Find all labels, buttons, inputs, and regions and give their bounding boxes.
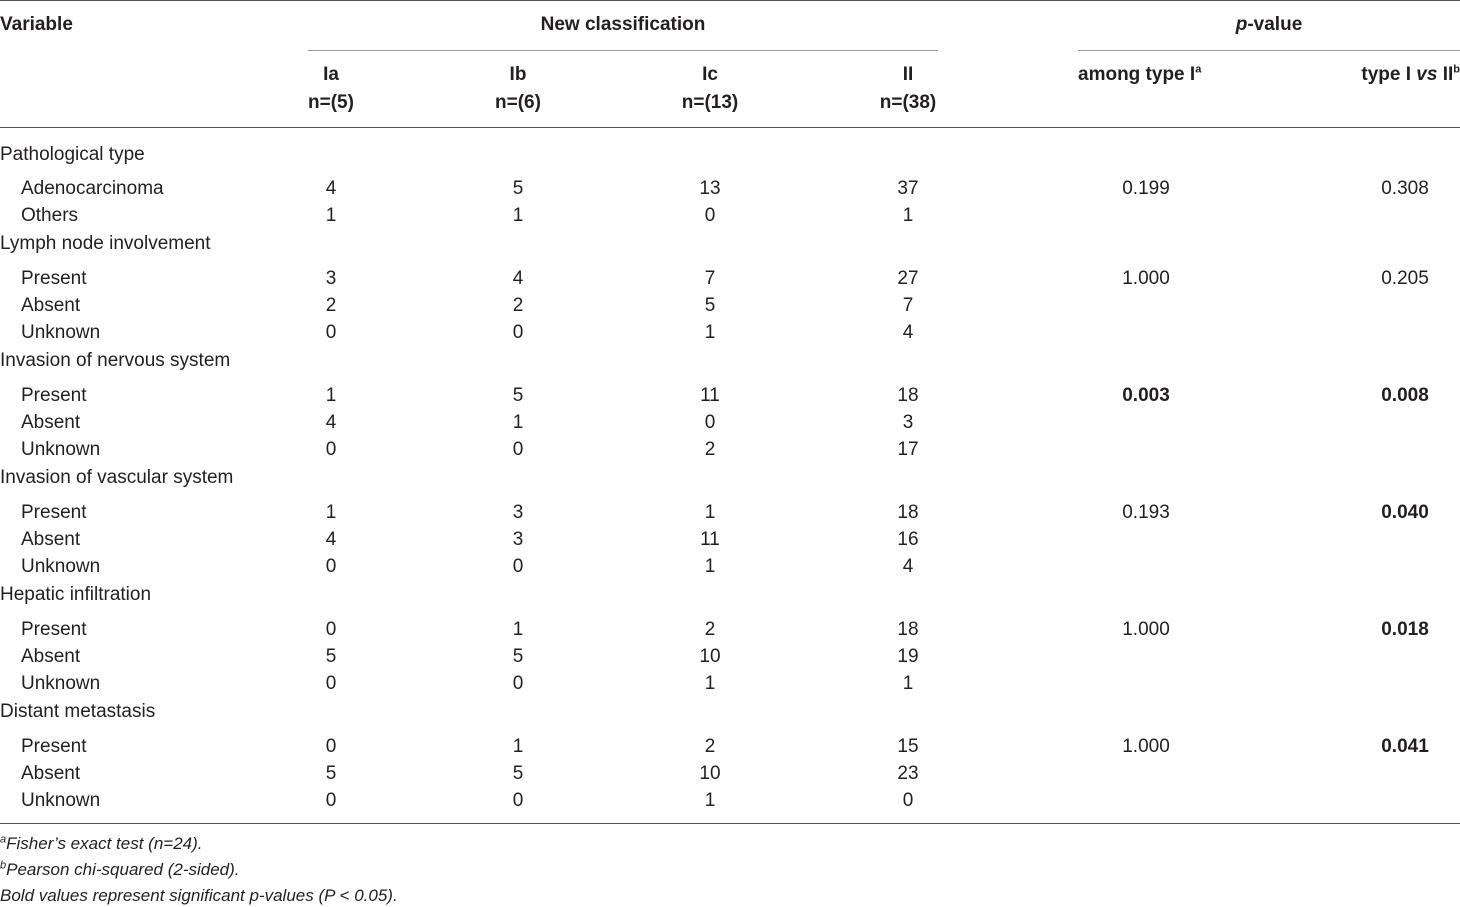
cell-count: 7 (704, 268, 716, 289)
cell-count: 0 (512, 556, 524, 577)
cell-count: 15 (897, 736, 919, 757)
group-header-n: n=(6) (495, 92, 541, 113)
cell-p-among-type-i: 0.003 (1122, 385, 1170, 406)
cell-count: 3 (512, 529, 524, 550)
header-type-i-vs-ii: type I vs $II^b$ (1361, 63, 1460, 85)
footnote (0, 834, 203, 854)
group-header-label: Ib (509, 64, 527, 85)
cell-count: 5 (325, 763, 337, 784)
row-label: Present (21, 619, 87, 640)
header-variable: Variable (0, 14, 73, 35)
cell-count: 11 (700, 529, 720, 550)
footnote-text: Pearson chi-squared (2-sided). (6, 860, 240, 879)
row-label: Present (21, 385, 87, 406)
pvalue-span-rule (1078, 50, 1460, 51)
cell-count: 3 (902, 412, 914, 433)
cell-count: 1 (512, 619, 524, 640)
group-header-n: n=(38) (879, 92, 937, 113)
cell-count: 4 (325, 178, 337, 199)
footnote-text: Bold values represent significant p-values (P < 0.05). (0, 886, 398, 905)
cell-count: 0 (325, 619, 337, 640)
cell-count: 0 (325, 439, 337, 460)
cell-count: 1 (704, 673, 716, 694)
cell-p-type-i-vs-ii: 0.008 (1381, 385, 1429, 406)
group-header-n: n=(13) (681, 92, 739, 113)
cell-count: 0 (325, 673, 337, 694)
cell-count: 10 (699, 646, 721, 667)
cell-p-among-type-i: 0.199 (1122, 178, 1170, 199)
cell-count: 1 (704, 322, 716, 343)
cell-count: 0 (325, 790, 337, 811)
row-label: Adenocarcinoma (21, 178, 164, 199)
cell-count: 5 (512, 646, 524, 667)
classification-span-rule (308, 50, 938, 51)
row-label: Absent (21, 763, 81, 784)
cell-count: 18 (897, 385, 919, 406)
cell-count: 27 (897, 268, 919, 289)
cell-count: 2 (325, 295, 337, 316)
cell-count: 4 (325, 412, 337, 433)
cell-count: 4 (902, 322, 914, 343)
cell-count: 4 (902, 556, 914, 577)
cell-count: 4 (325, 529, 337, 550)
cell-count: 1 (704, 556, 716, 577)
cell-p-among-type-i: 0.193 (1122, 502, 1170, 523)
table-top-rule (0, 0, 1460, 1)
cell-count: 0 (902, 790, 914, 811)
row-label: Unknown (21, 673, 101, 694)
cell-count: 18 (897, 619, 919, 640)
row-label: Present (21, 268, 87, 289)
cell-count: 0 (325, 322, 337, 343)
cell-count: 0 (325, 736, 337, 757)
section-title: Invasion of vascular system (0, 467, 234, 488)
header-new-classification: New classification (540, 14, 706, 35)
section-title: Pathological type (0, 144, 145, 165)
cell-count: 37 (897, 178, 919, 199)
header-bottom-rule (0, 127, 1460, 128)
cell-count: 4 (512, 268, 524, 289)
cell-count: 0 (512, 790, 524, 811)
group-header-label: Ic (702, 64, 718, 85)
cell-count: 0 (512, 439, 524, 460)
cell-count: 0 (704, 412, 716, 433)
cell-p-among-type-i: 1.000 (1122, 619, 1170, 640)
cell-p-type-i-vs-ii: 0.308 (1381, 178, 1429, 199)
cell-count: 5 (325, 646, 337, 667)
header-among-type-i: among type $I^a$ (1078, 63, 1202, 85)
group-header-label: II (902, 64, 914, 85)
row-label: Absent (21, 295, 81, 316)
cell-p-among-type-i: 1.000 (1122, 268, 1170, 289)
cell-p-type-i-vs-ii: 0.041 (1381, 736, 1429, 757)
cell-count: 5 (704, 295, 716, 316)
cell-count: 5 (512, 763, 524, 784)
footnote-text: Fisher’s exact test (n=24). (6, 834, 203, 853)
row-label: Others (21, 205, 79, 226)
cell-count: 2 (704, 736, 716, 757)
cell-p-type-i-vs-ii: 0.040 (1381, 502, 1429, 523)
cell-count: 1 (902, 673, 914, 694)
cell-count: 1 (512, 736, 524, 757)
section-title: Lymph node involvement (0, 233, 211, 254)
cell-count: 23 (897, 763, 919, 784)
cell-p-type-i-vs-ii: 0.018 (1381, 619, 1429, 640)
cell-count: 5 (512, 385, 524, 406)
cell-count: 11 (700, 385, 720, 406)
row-label: Unknown (21, 439, 101, 460)
cell-count: 1 (325, 502, 337, 523)
cell-count: 17 (897, 439, 919, 460)
cell-count: 0 (512, 322, 524, 343)
row-label: Absent (21, 646, 81, 667)
footnote (0, 860, 240, 880)
group-header-label: Ia (323, 64, 339, 85)
cell-count: 1 (325, 205, 337, 226)
cell-p-among-type-i: 1.000 (1122, 736, 1170, 757)
row-label: Present (21, 502, 87, 523)
cell-count: 2 (512, 295, 524, 316)
cell-count: 19 (897, 646, 919, 667)
cell-count: 10 (699, 763, 721, 784)
cell-count: 2 (704, 439, 716, 460)
cell-count: 18 (897, 502, 919, 523)
cell-count: 1 (902, 205, 914, 226)
group-header-n: n=(5) (308, 92, 354, 113)
footnote (0, 886, 398, 906)
section-title: Invasion of nervous system (0, 350, 231, 371)
cell-count: 0 (704, 205, 716, 226)
cell-count: 5 (512, 178, 524, 199)
row-label: Unknown (21, 790, 101, 811)
footnote-marker: a (0, 833, 7, 846)
cell-count: 16 (897, 529, 919, 550)
cell-count: 3 (325, 268, 337, 289)
row-label: Unknown (21, 556, 101, 577)
cell-count: 1 (512, 205, 524, 226)
row-label: Unknown (21, 322, 101, 343)
row-label: Present (21, 736, 87, 757)
table-bottom-rule (0, 823, 1460, 824)
cell-count: 3 (512, 502, 524, 523)
cell-count: 1 (325, 385, 337, 406)
section-title: Hepatic infiltration (0, 584, 152, 605)
header-p-value: p-value (1235, 14, 1303, 35)
cell-count: 1 (704, 502, 716, 523)
row-label: Absent (21, 529, 81, 550)
section-title: Distant metastasis (0, 701, 156, 722)
cell-count: 2 (704, 619, 716, 640)
cell-count: 13 (699, 178, 721, 199)
cell-count: 1 (704, 790, 716, 811)
row-label: Absent (21, 412, 81, 433)
cell-p-type-i-vs-ii: 0.205 (1381, 268, 1429, 289)
cell-count: 1 (512, 412, 524, 433)
footnote-marker: b (0, 859, 7, 872)
cell-count: 0 (325, 556, 337, 577)
cell-count: 7 (902, 295, 914, 316)
cell-count: 0 (512, 673, 524, 694)
